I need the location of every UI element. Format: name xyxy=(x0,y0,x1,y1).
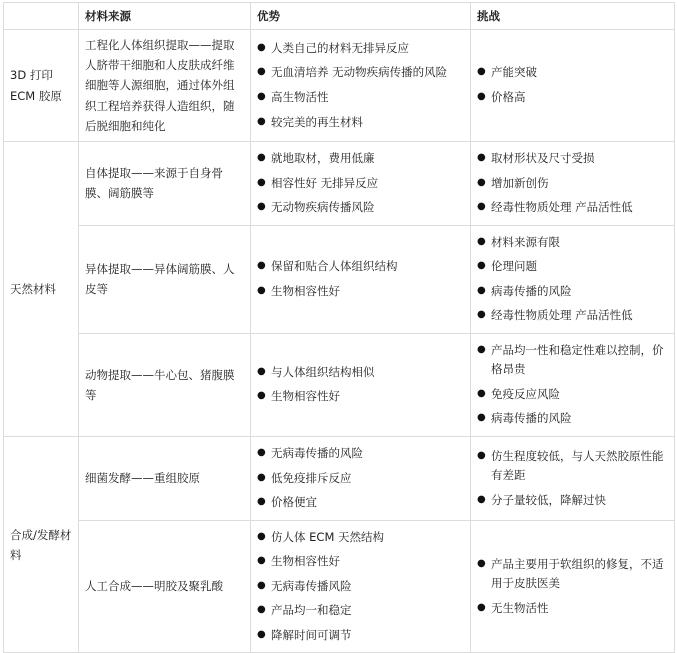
bullet-icon: ● xyxy=(257,365,266,377)
bullet-icon: ● xyxy=(477,260,486,272)
source-cell xyxy=(79,30,251,142)
challenge-text: 经毒性物质处理 产品活性低 xyxy=(491,200,633,215)
bullet-icon: ● xyxy=(477,557,486,569)
bullet-icon: ● xyxy=(257,628,266,640)
category-label: 天然材料 xyxy=(10,281,56,296)
advantage-text: 价格便宜 xyxy=(271,495,317,510)
bullet-icon: ● xyxy=(257,176,266,188)
bullet-icon: ● xyxy=(257,447,266,459)
challenge-list xyxy=(477,233,668,326)
bullet-icon: ● xyxy=(477,66,486,78)
advantage-text: 生物相容性好 xyxy=(271,283,340,298)
challenge-text: 免疫反应风险 xyxy=(491,386,560,401)
advantage-list xyxy=(257,39,464,132)
source-text: 细菌发酵——重组胶原 xyxy=(85,471,200,486)
challenge-text: 增加新创伤 xyxy=(491,175,549,190)
advantage-item xyxy=(257,257,464,277)
source-text: 人工合成——明胶及聚乳酸 xyxy=(85,579,223,594)
category-cell xyxy=(4,437,79,653)
bullet-icon: ● xyxy=(257,152,266,163)
advantage-list xyxy=(257,528,464,646)
challenge-list xyxy=(477,149,668,218)
category-label: 合成/发酵材料 xyxy=(10,527,72,562)
bullet-icon: ● xyxy=(257,91,266,102)
advantage-text: 相容性好 无排异反应 xyxy=(271,175,379,190)
bullet-icon: ● xyxy=(477,449,486,461)
challenges-cell xyxy=(471,520,675,653)
challenge-text: 材料来源有限 xyxy=(491,234,560,249)
advantage-item xyxy=(257,149,464,169)
bullet-icon: ● xyxy=(257,66,266,78)
challenges-cell xyxy=(471,225,675,333)
category-label: 3D 打印 ECM 胶原 xyxy=(10,68,62,103)
source-cell xyxy=(79,520,251,653)
challenge-text: 病毒传播的风险 xyxy=(491,411,572,426)
bullet-icon: ● xyxy=(257,530,266,542)
bullet-icon: ● xyxy=(477,91,486,102)
bullet-icon: ● xyxy=(257,260,266,272)
bullet-icon: ● xyxy=(257,604,266,616)
advantage-item xyxy=(257,39,464,59)
advantage-text: 仿人体 ECM 天然结构 xyxy=(271,529,385,544)
advantage-item xyxy=(257,444,464,464)
bullet-icon: ● xyxy=(477,235,486,247)
header-advantages: 优势 xyxy=(251,3,471,30)
table-row xyxy=(4,142,675,226)
advantage-list xyxy=(257,257,464,301)
bullet-icon: ● xyxy=(477,601,486,613)
challenge-item xyxy=(477,198,668,218)
challenge-item xyxy=(477,233,668,253)
challenge-item xyxy=(477,599,668,619)
challenge-text: 取材形状及尺寸受损 xyxy=(491,151,595,165)
advantage-text: 降解时间可调节 xyxy=(271,627,352,642)
source-cell xyxy=(79,225,251,333)
advantage-list xyxy=(257,363,464,407)
category-cell xyxy=(4,30,79,142)
challenges-cell xyxy=(471,30,675,142)
challenge-item xyxy=(477,341,668,380)
challenge-item xyxy=(477,257,668,277)
bullet-icon: ● xyxy=(257,471,266,483)
challenge-item xyxy=(477,409,668,429)
bullet-icon: ● xyxy=(477,309,486,321)
source-cell xyxy=(79,142,251,226)
challenge-list xyxy=(477,447,668,511)
advantage-text: 无动物疾病传播风险 xyxy=(271,200,375,215)
challenge-text: 分子量较低，降解过快 xyxy=(491,492,606,507)
advantage-text: 无血清培养 无动物疾病传播的风险 xyxy=(271,65,448,80)
advantages-cell xyxy=(251,333,471,436)
advantage-text: 较完美的再生材料 xyxy=(271,114,363,129)
challenges-cell xyxy=(471,142,675,226)
bullet-icon: ● xyxy=(477,387,486,399)
bullet-icon: ● xyxy=(257,555,266,567)
challenge-list xyxy=(477,555,668,619)
bullet-icon: ● xyxy=(257,390,266,402)
advantage-item xyxy=(257,552,464,572)
advantages-cell xyxy=(251,142,471,226)
bullet-icon: ● xyxy=(477,343,486,355)
advantage-text: 保留和贴合人体组织结构 xyxy=(271,259,398,274)
advantage-text: 人类自己的材料无排异反应 xyxy=(271,40,409,55)
bullet-icon: ● xyxy=(477,176,486,188)
challenge-item xyxy=(477,491,668,511)
bullet-icon: ● xyxy=(257,41,266,53)
challenge-text: 伦理问题 xyxy=(491,259,537,274)
advantage-text: 低免疫排斥反应 xyxy=(271,470,352,485)
challenge-text: 无生物活性 xyxy=(491,600,549,615)
challenge-text: 产品主要用于软组织的修复，不适用于皮肤医美 xyxy=(491,556,664,591)
challenge-text: 价格高 xyxy=(491,90,526,104)
challenges-cell xyxy=(471,437,675,521)
header-category xyxy=(4,3,79,30)
bullet-icon: ● xyxy=(257,284,266,296)
challenge-item xyxy=(477,385,668,405)
advantage-list xyxy=(257,149,464,218)
challenge-item xyxy=(477,282,668,302)
advantage-item xyxy=(257,198,464,218)
challenge-item xyxy=(477,555,668,594)
challenge-text: 产品均一性和稳定性难以控制，价格昂贵 xyxy=(491,342,664,377)
advantage-item xyxy=(257,363,464,383)
source-cell xyxy=(79,437,251,521)
challenge-item xyxy=(477,174,668,194)
bullet-icon: ● xyxy=(477,152,486,163)
advantage-text: 无病毒传播的风险 xyxy=(271,446,363,461)
challenges-cell xyxy=(471,333,675,436)
source-text: 动物提取——牛心包、猪腹膜等 xyxy=(85,367,235,402)
header-row xyxy=(4,3,675,30)
table-row xyxy=(4,30,675,142)
table-header xyxy=(4,3,675,30)
bullet-icon: ● xyxy=(477,493,486,505)
advantage-text: 无病毒传播风险 xyxy=(271,578,352,593)
header-source: 材料来源 xyxy=(79,3,251,30)
advantage-item xyxy=(257,282,464,302)
table-body xyxy=(4,30,675,653)
challenge-list xyxy=(477,63,668,107)
advantage-item xyxy=(257,469,464,489)
table-row xyxy=(4,520,675,653)
header-challenges: 挑战 xyxy=(471,3,675,30)
challenge-text: 病毒传播的风险 xyxy=(491,283,572,298)
source-cell xyxy=(79,333,251,436)
source-text: 自体提取——来源于自身骨膜、阔筋膜等 xyxy=(85,166,223,201)
challenge-list xyxy=(477,341,668,429)
bullet-icon: ● xyxy=(477,284,486,296)
advantage-item xyxy=(257,63,464,83)
bullet-icon: ● xyxy=(257,496,266,508)
challenge-item xyxy=(477,306,668,326)
advantage-text: 生物相容性好 xyxy=(271,554,340,569)
source-text: 异体提取——异体阔筋膜、人皮等 xyxy=(85,262,235,297)
advantage-item xyxy=(257,493,464,513)
advantage-text: 就地取材，费用低廉 xyxy=(271,151,375,165)
source-text: 工程化人体组织提取——提取人脐带干细胞和人皮肤成纤维细胞等人源细胞，通过体外组织工程培养获得人造组织，随后脱细胞和纯化 xyxy=(85,38,235,133)
advantage-text: 产品均一和稳定 xyxy=(271,603,352,618)
bullet-icon: ● xyxy=(477,412,486,424)
advantage-text: 高生物活性 xyxy=(271,90,329,104)
advantage-item xyxy=(257,387,464,407)
advantage-item xyxy=(257,174,464,194)
advantage-text: 与人体组织结构相似 xyxy=(271,364,375,379)
advantage-item xyxy=(257,577,464,597)
table-row xyxy=(4,333,675,436)
challenge-text: 经毒性物质处理 产品活性低 xyxy=(491,308,633,323)
advantage-item xyxy=(257,528,464,548)
table-row xyxy=(4,437,675,521)
advantage-text: 生物相容性好 xyxy=(271,389,340,404)
challenge-item xyxy=(477,149,668,169)
advantage-item xyxy=(257,113,464,133)
advantages-cell xyxy=(251,437,471,521)
advantages-cell xyxy=(251,30,471,142)
table-row xyxy=(4,225,675,333)
category-cell xyxy=(4,142,79,437)
advantage-item xyxy=(257,601,464,621)
bullet-icon: ● xyxy=(257,115,266,127)
challenge-item xyxy=(477,447,668,486)
bullet-icon: ● xyxy=(257,579,266,591)
challenge-item xyxy=(477,63,668,83)
advantage-item xyxy=(257,626,464,646)
challenge-text: 产能突破 xyxy=(491,65,537,80)
advantage-list xyxy=(257,444,464,513)
bullet-icon: ● xyxy=(257,201,266,213)
advantages-cell xyxy=(251,520,471,653)
comparison-table xyxy=(3,2,675,653)
challenge-text: 仿生程度较低，与人天然胶原性能有差距 xyxy=(491,448,664,483)
advantages-cell xyxy=(251,225,471,333)
bullet-icon: ● xyxy=(477,201,486,213)
advantage-item xyxy=(257,88,464,108)
challenge-item xyxy=(477,88,668,108)
